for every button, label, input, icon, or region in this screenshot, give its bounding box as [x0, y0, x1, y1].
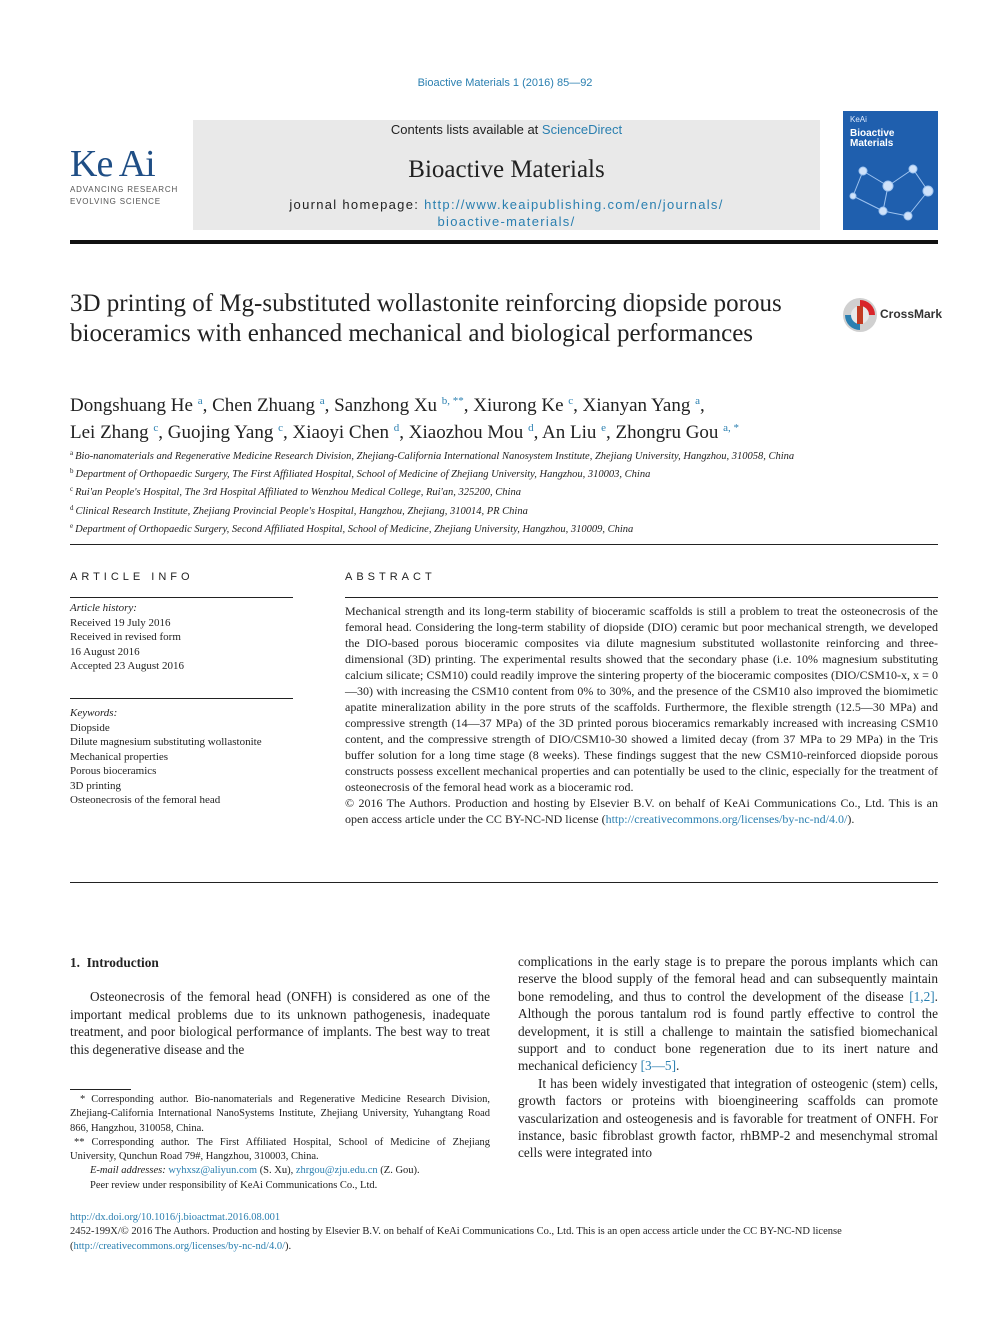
- affiliation-item: [70, 482, 830, 500]
- author-affiliation-mark[interactable]: c: [568, 395, 574, 407]
- author-affiliation-mark[interactable]: a: [197, 395, 203, 407]
- article-info-heading: ARTICLE INFO: [70, 571, 194, 583]
- copyright-end: ).: [847, 812, 855, 826]
- keyword-item: Diopside: [70, 721, 110, 734]
- keyword-item: Porous bioceramics: [70, 765, 157, 777]
- homepage-url-cont[interactable]: bioactive-materials/: [437, 214, 576, 229]
- keai-wordmark: Ke Ai: [70, 143, 155, 185]
- author-list: [70, 390, 860, 444]
- author-name: Xianyan Yang: [582, 395, 696, 416]
- footnotes: [70, 1093, 490, 1193]
- keyword-item: Dilute magnesium substituting wollastonite: [70, 736, 262, 748]
- homepage-url[interactable]: http://www.keaipublishing.com/en/journals/: [424, 197, 724, 212]
- cover-title: [850, 129, 894, 149]
- footnote-rule: [70, 1089, 131, 1090]
- history-item: Accepted 23 August 2016: [70, 660, 184, 672]
- keyword-list: [70, 721, 293, 808]
- history-item: Received 19 July 2016: [70, 616, 171, 629]
- affiliation-mark: c: [70, 485, 74, 494]
- affiliation-text: Department of Orthopaedic Surgery, The First Affiliated Hospital, School of Medicine of Zhejiang University, Hangzhou, 310003, China: [75, 469, 651, 481]
- sciencedirect-link[interactable]: ScienceDirect: [541, 122, 623, 137]
- author-affiliation-mark[interactable]: b, **: [441, 395, 464, 407]
- keai-tagline-2: EVOLVING SCIENCE: [70, 197, 161, 206]
- page-footer: [70, 1211, 938, 1254]
- info-rule-1: [70, 597, 293, 598]
- history-item: 16 August 2016: [70, 645, 140, 658]
- license-link[interactable]: http://creativecommons.org/licenses/by-nc-nd/4.0/: [605, 812, 848, 826]
- affiliation-mark: d: [70, 503, 74, 512]
- affiliation-mark: a: [70, 449, 74, 457]
- header-rule: [70, 240, 938, 244]
- authors-line-2: Lei Zhang $^c$, Guojing Yang $^c$, Xiaoyi Chen $^d$, Xiaozhou Mou $^d$, An Liu $^e$, Zhongru Gou $^{a, *}$: [70, 422, 740, 443]
- intro-right-paragraph-2: It has been widely investigated that integration of osteogenic (stem) cells, growth factors or proteins with bioengineering scaffolds can promote vascularization and osteogenesis and is favorable for treatment of ONFH. For instance, basic fibroblast growth factor, rhBMP-2 and mesenchymal stromal cells were integrated into: [518, 1075, 938, 1161]
- intro-heading: 1. Introduction: [70, 955, 159, 970]
- author-name: Chen Zhuang: [212, 395, 320, 416]
- keyword-item: 3D printing: [70, 779, 122, 792]
- footnote-emails: [70, 1164, 490, 1178]
- author-affiliation-mark[interactable]: d: [528, 422, 534, 434]
- email-link-2[interactable]: zhrgou@zju.edu.cn: [295, 1165, 378, 1177]
- author-affiliation-mark[interactable]: d: [393, 422, 400, 434]
- journal-header-box: [193, 120, 820, 230]
- history-label: Article history:: [70, 602, 137, 614]
- affiliation-text: Department of Orthopaedic Surgery, Second Affiliated Hospital, School of Medicine, Zhejiang University, Hangzhou, 310009, China: [75, 523, 634, 535]
- affiliation-item: [70, 519, 830, 537]
- footer-license-link[interactable]: http://creativecommons.org/licenses/by-nc-nd/4.0/: [73, 1240, 286, 1252]
- doi-link[interactable]: http://dx.doi.org/10.1016/j.bioactmat.2016.08.001: [70, 1212, 281, 1223]
- reference-link-1[interactable]: [1,2]: [909, 988, 935, 1004]
- intro-right-column: [518, 953, 938, 1162]
- abstract-text: Mechanical strength and its long-term stability of bioceramic scaffolds is still a problem to treat the osteonecrosis of the femoral head. Considering the long-term stability of diopside (DIO) ceramic but poor mechanical strength, we developed the DIO-based porous bioceramic composites via dilute magnesium substituted wollastonite reinforcing and three-dimensional (3D) printing. The experimental results showed that the secondary phase (i.e. 10% magnesium substituting calcium silicate; CSM10) could readily improve the sintering property of the bioceramic composites (DIO/CSM10-x, x = 0—30) with increasing the CSM10 content from 0% to 30%, and the presence of the CSM10 also improved the biomimetic apatite mineralization ability in the pore struts of the scaffolds. Furthermore, the flexible strength (12.5—30 MPa) and compressive strength (14—37 MPa) of the 3D printed porous bioceramics remarkably increased with increasing CSM10 content, and the compressive strength of DIO/CSM10-30 showed a limited decay (from 37 MPa to 29 MPa) in the Tris buffer solution for a long time stage (8 weeks). These findings suggest that the new CSM10-reinforced diopside porous constructs possess excellent mechanical properties and can potentially be used to the clinic, especially for the treatment of osteonecrosis of the femoral head work as a bioceramic rod.: [345, 604, 938, 794]
- author-affiliation-mark[interactable]: a: [319, 395, 325, 407]
- keyword-item: Mechanical properties: [70, 750, 169, 763]
- author-affiliation-mark[interactable]: c: [153, 422, 159, 434]
- abstract-rule: [345, 597, 938, 598]
- affiliation-mark: e: [70, 521, 74, 530]
- journal-citation[interactable]: Bioactive Materials 1 (2016) 85—92: [417, 77, 593, 89]
- article-title: 3D printing of Mg-substituted wollastonite reinforcing diopside porous bioceramics with enhanced mechanical and biological performances: [70, 290, 782, 347]
- author-name: Xiurong Ke: [473, 395, 569, 416]
- contents-line: [193, 122, 820, 137]
- journal-name: Bioactive Materials: [408, 156, 605, 183]
- issn-line: [70, 1225, 938, 1254]
- reference-link-2[interactable]: [3—5]: [640, 1058, 677, 1074]
- author-affiliation-mark[interactable]: c: [278, 422, 283, 434]
- affiliation-text: Clinical Research Institute, Zhejiang Provincial People's Hospital, Hangzhou, Zhejiang, 310014, PR China: [75, 505, 528, 517]
- intro-right-paragraph-1: [518, 953, 938, 1075]
- cover-brand: KeAi: [850, 115, 867, 124]
- footnote-corresponding-2: ** Corresponding author. The First Affiliated Hospital, School of Medicine of Zhejiang University, Qunchun Road 79#, Hangzhou, 310003, China.: [70, 1136, 490, 1163]
- author-name: Guojing Yang: [167, 422, 279, 443]
- issn-text: 2452-199X/© 2016 The Authors. Production and hosting by Elsevier B.V. on behalf of KeAi Communications Co., Ltd. This is an open access article under the CC BY-NC-ND license (: [70, 1226, 842, 1252]
- keywords-label: Keywords:: [70, 707, 118, 719]
- intro-left-column: [70, 954, 490, 1058]
- contents-prefix: Contents lists available at: [390, 122, 542, 137]
- copyright-text: © 2016 The Authors. Production and hosting by Elsevier B.V. on behalf of KeAi Communications Co., Ltd. This is an open access article under the CC BY-NC-ND license (: [345, 796, 938, 826]
- abstract-bottom-rule: [70, 882, 938, 883]
- email-link-1[interactable]: wyhxsz@aliyun.com: [168, 1165, 258, 1177]
- author-name: Sanzhong Xu: [334, 395, 442, 416]
- journal-cover-image: [843, 111, 938, 230]
- affiliation-item: [70, 501, 830, 519]
- author-name: Zhongru Gou: [615, 422, 724, 443]
- email-owner-1: (S. Xu),: [257, 1165, 296, 1177]
- article-history: [70, 601, 293, 674]
- author-affiliation-mark[interactable]: e: [601, 422, 607, 434]
- crossmark-icon: [842, 297, 878, 333]
- affil-rule: [70, 544, 938, 545]
- keyword-item: Osteonecrosis of the femoral head: [70, 794, 221, 806]
- author-affiliation-mark[interactable]: a, *: [723, 422, 740, 434]
- keywords: [70, 706, 293, 808]
- info-rule-2: [70, 698, 293, 699]
- affiliation-mark: b: [70, 467, 74, 476]
- affiliation-text: Bio-nanomaterials and Regenerative Medicine Research Division, Zhejiang-California International Nanosystem Institute, Zhejiang University, Hangzhou, 310058, China: [75, 451, 795, 462]
- crossmark-badge[interactable]: [842, 297, 952, 333]
- cover-title-2: Materials: [850, 138, 894, 149]
- affiliation-item: [70, 446, 830, 464]
- email-label: E-mail addresses:: [90, 1165, 169, 1177]
- history-list: [70, 616, 293, 674]
- author-affiliation-mark[interactable]: a: [695, 395, 700, 407]
- crossmark-label: CrossMark: [880, 307, 943, 321]
- journal-homepage: [233, 196, 780, 230]
- intro-paragraph-1: Osteonecrosis of the femoral head (ONFH) is considered as one of the important medical problems due to its unknown pathogenesis, inadequate treatment, and poor biological performance of implants. The best way to treat this degenerative disease and the: [70, 989, 490, 1057]
- author-name: Xiaoyi Chen: [292, 422, 394, 443]
- abstract-heading: ABSTRACT: [345, 571, 436, 583]
- author-name: Dongshuang He: [70, 395, 198, 416]
- keai-tagline-1: ADVANCING RESEARCH: [70, 185, 179, 194]
- right-p1-a: complications in the early stage is to prepare the porous implants which can reserve the blood supply of the femoral head and can subsequently maintain bone remodeling, and thus to control the development of the disease: [518, 954, 938, 1004]
- footnote-corresponding-1: * Corresponding author. Bio-nanomaterials and Regenerative Medicine Research Division, Zhejiang-California International NanoSystems Institute, Zhejiang University, Yuhangtang Road 866, Hangzhou, 310058, China.: [70, 1094, 490, 1134]
- keai-logo: [70, 145, 180, 207]
- molecule-graphic-icon: [843, 151, 938, 230]
- peer-review-note: Peer review under responsibility of KeAi Communications Co., Ltd.: [90, 1179, 378, 1191]
- homepage-label: journal homepage:: [289, 197, 425, 212]
- right-p1-b: . Although the porous tantalum rod is found partly effective to control the development, it is still a challenge to maintain the satisfied biomechanical support and to conduct bone regeneration due to its inert nature and mechanical deficiency: [518, 988, 938, 1074]
- email-owner-2: (Z. Gou).: [377, 1165, 420, 1177]
- cover-title-1: Bioactive: [850, 128, 895, 139]
- authors-line-1: Dongshuang He $^a$, Chen Zhuang $^a$, Sanzhong Xu $^{b, **}$, Xiurong Ke $^c$, Xianyan Yang $^a$,: [70, 395, 705, 416]
- author-name: Xiaozhou Mou: [408, 422, 529, 443]
- author-name: Lei Zhang: [70, 422, 154, 443]
- abstract-body: [345, 603, 938, 827]
- footer-license-end: ).: [285, 1240, 292, 1252]
- affiliation-text: Rui'an People's Hospital, The 3rd Hospital Affiliated to Wenzhou Medical College, Rui'an, 325200, China: [75, 487, 521, 499]
- affiliations: [70, 446, 830, 537]
- right-p1-c: .: [676, 1058, 680, 1074]
- author-name: An Liu: [542, 422, 602, 443]
- history-item: Received in revised form: [70, 631, 181, 643]
- affiliation-item: [70, 464, 830, 482]
- abstract-copyright: [345, 795, 938, 827]
